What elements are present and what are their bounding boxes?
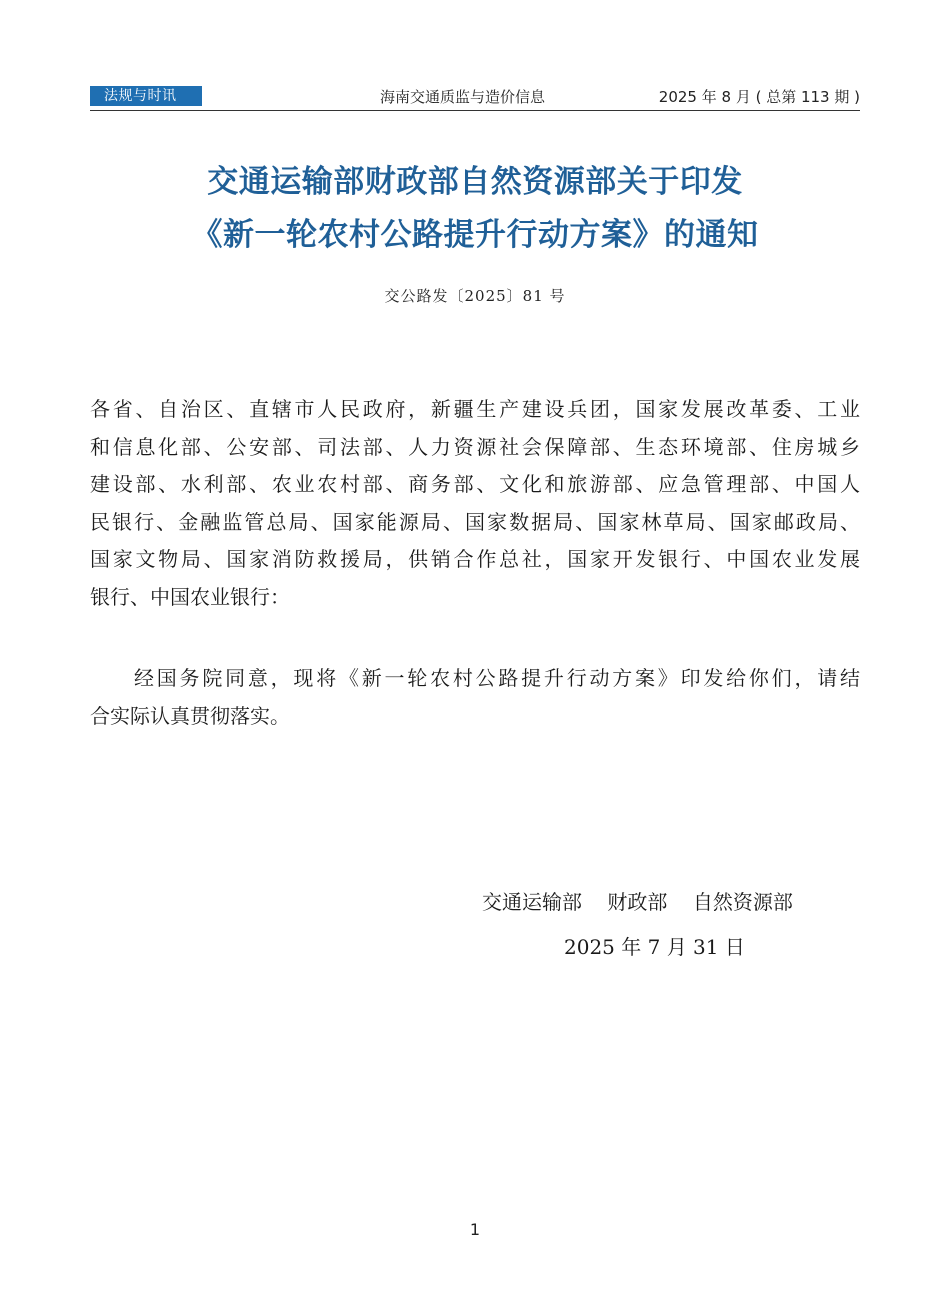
- issuing-agencies-signature: 交通运输部 财政部 自然资源部: [482, 890, 793, 914]
- header-divider: [90, 110, 860, 111]
- document-title-line-2: 《新一轮农村公路提升行动方案》的通知: [191, 217, 759, 253]
- issue-date: 2025 年 7 月 31 日: [564, 935, 745, 959]
- document-number: 交公路发〔2025〕81 号: [384, 287, 566, 305]
- journal-name: 海南交通质监与造价信息: [380, 88, 546, 106]
- addressee-line: 和信息化部、公安部、司法部、人力资源社会保障部、生态环境部、住房城乡: [90, 434, 860, 459]
- paragraph-line: 经国务院同意，现将《新一轮农村公路提升行动方案》印发给你们，请结: [134, 666, 860, 690]
- page-number: 1: [469, 1220, 481, 1239]
- issue-info: 2025 年 8 月 ( 总第 113 期 ): [658, 88, 860, 106]
- addressee-line: 建设部、水利部、农业农村部、商务部、文化和旅游部、应急管理部、中国人: [90, 472, 860, 496]
- addressee-line: 国家文物局、国家消防救援局，供销合作总社，国家开发银行、中国农业发展: [90, 547, 860, 571]
- section-tag: 法规与时讯: [90, 86, 202, 106]
- body-paragraph: [90, 660, 860, 735]
- document-title-line-1: 交通运输部财政部自然资源部关于印发: [207, 164, 743, 200]
- addressee-line: 民银行、金融监管总局、国家能源局、国家数据局、国家林草局、国家邮政局、: [90, 509, 860, 534]
- addressee-line: 各省、自治区、直辖市人民政府，新疆生产建设兵团，国家发展改革委、工业: [90, 397, 860, 421]
- addressee-line: 银行、中国农业银行：: [90, 584, 290, 609]
- addressee-block: [90, 391, 860, 616]
- running-header: [90, 86, 860, 108]
- paragraph-line: 合实际认真贯彻落实。: [90, 703, 290, 728]
